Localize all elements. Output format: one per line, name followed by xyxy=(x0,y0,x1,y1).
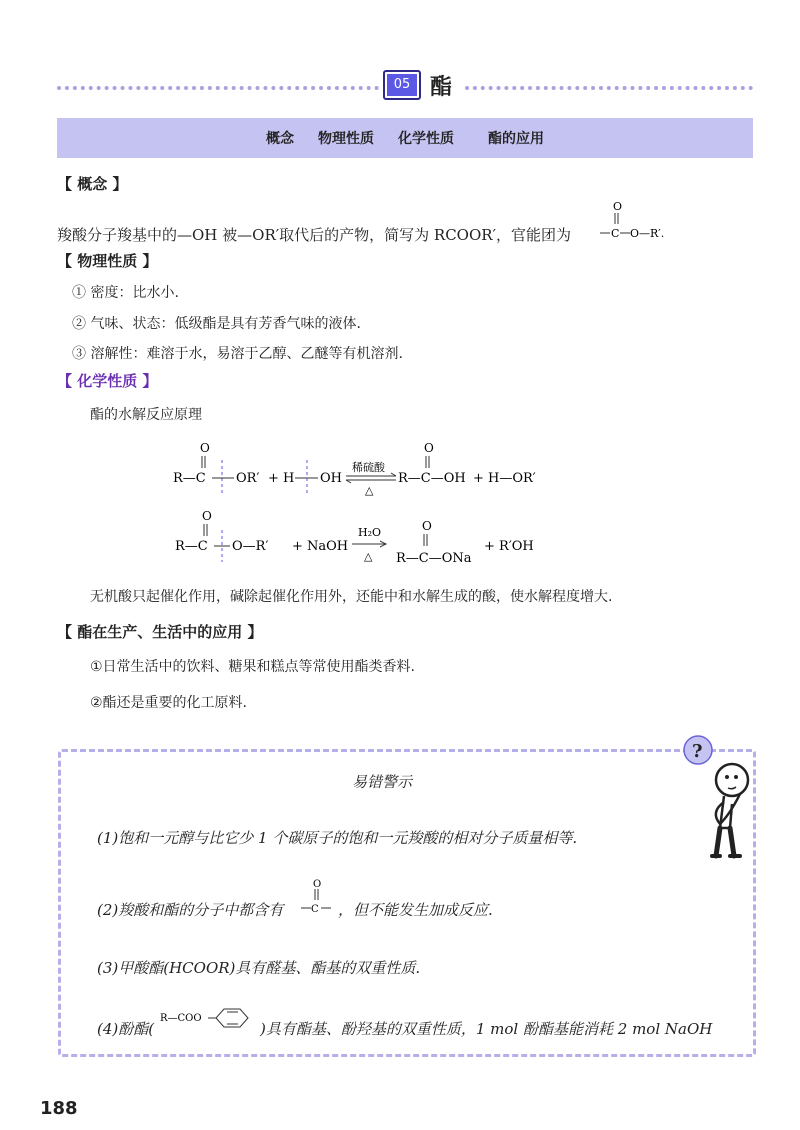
eq2-reactant-rc: R—C xyxy=(175,539,208,554)
carbonyl-o: O xyxy=(313,879,322,890)
eq2-naoh: + NaOH xyxy=(292,539,349,554)
concept-heading: 【 概念 】 xyxy=(57,175,128,193)
tab-physical-properties[interactable]: 物理性质 xyxy=(318,131,374,147)
mistake-item-3: (3)甲酸酯(HCOOR)具有醛基、酯基的双重性质. xyxy=(97,959,421,977)
phenyl-ester-structure xyxy=(158,1006,262,1040)
eq1-product-alcohol: + H—OR′ xyxy=(473,471,536,486)
physical-item-solubility: ③ 溶解性：难溶于水，易溶于乙醇、乙醚等有机溶剂. xyxy=(72,346,403,362)
application-item-2: ②酯还是重要的化工原料. xyxy=(90,695,248,711)
equation-acid-svg xyxy=(170,438,560,498)
eq1-condition-catalyst: 稀硫酸 xyxy=(352,461,385,474)
hydrolysis-equation-base xyxy=(172,506,562,568)
eq1-reactant-rc: R—C xyxy=(173,471,206,486)
eq1-condition-heat: △ xyxy=(365,484,374,497)
concept-text: 羧酸分子羧基中的—OH 被—OR′取代后的产物，简写为 RCOOR′，官能团为 xyxy=(57,226,571,244)
eq1-product-acid: R—C—OH xyxy=(398,471,466,486)
physical-item-odor: ② 气味、状态：低级酯是具有芳香气味的液体. xyxy=(72,316,361,332)
topic-nav-bar xyxy=(57,118,753,158)
mistake-item-2-prefix: (2)羧酸和酯的分子中都含有 xyxy=(97,901,284,919)
section-number: 05 xyxy=(387,74,417,96)
section-number-badge xyxy=(383,70,421,100)
eq1-plus-h: + H xyxy=(268,471,295,486)
tab-applications[interactable]: 酯的应用 xyxy=(488,131,544,147)
chemical-note: 无机酸只起催化作用，碱除起催化作用外，还能中和水解生成的酸，使水解程度增大. xyxy=(90,589,613,605)
chemical-heading: 【 化学性质 】 xyxy=(57,372,158,390)
eq1-reactant-o: O xyxy=(200,441,210,455)
eq2-product-o: O xyxy=(422,519,432,533)
section-title: 酯 xyxy=(430,75,453,100)
ester-group-rest: O—R′. xyxy=(630,227,665,240)
ester-functional-group xyxy=(598,198,682,246)
eq2-condition-water: H₂O xyxy=(358,526,382,539)
eq2-condition-heat: △ xyxy=(364,550,373,563)
phenyl-ester-svg xyxy=(158,1006,262,1040)
application-heading: 【 酯在生产、生活中的应用 】 xyxy=(57,623,263,641)
phenyl-ester-formula: R—COO xyxy=(160,1013,202,1024)
tab-chemical-properties[interactable]: 化学性质 xyxy=(398,131,454,147)
ester-group-c: C xyxy=(611,227,620,240)
chemical-subtitle: 酯的水解反应原理 xyxy=(90,407,202,423)
thinking-figure xyxy=(680,732,760,860)
thinking-figure-svg xyxy=(680,732,760,860)
eq1-reactant-or: OR′ xyxy=(236,471,260,486)
page-number: 188 xyxy=(40,1098,78,1119)
tab-concept[interactable]: 概念 xyxy=(266,131,294,147)
carbonyl-group-structure xyxy=(299,876,339,916)
eq2-reactant-or: O—R′ xyxy=(232,539,269,554)
question-mark-icon: ? xyxy=(692,741,703,762)
common-mistakes-title: 易错警示 xyxy=(352,773,413,791)
ester-group-structure xyxy=(598,198,682,246)
carbonyl-c: C xyxy=(311,904,319,915)
ester-group-o: O xyxy=(613,200,623,213)
hydrolysis-equation-acid xyxy=(170,438,560,498)
eq2-product-salt: R—C—ONa xyxy=(396,551,472,566)
mistake-item-1: (1)饱和一元醇与比它少 1 个碳原子的饱和一元羧酸的相对分子质量相等. xyxy=(97,829,578,847)
equation-base-svg xyxy=(172,506,562,568)
application-item-1: ①日常生活中的饮料、糖果和糕点等常使用酯类香料. xyxy=(90,659,415,675)
header-divider-left xyxy=(57,86,379,90)
eq2-product-alcohol: + R′OH xyxy=(484,539,534,554)
mistake-item-4-prefix: (4)酚酯( xyxy=(97,1020,155,1038)
physical-item-density: ① 密度：比水小. xyxy=(72,285,179,301)
eq1-product-o: O xyxy=(424,441,434,455)
header-divider-right xyxy=(465,86,753,90)
eq2-reactant-o: O xyxy=(202,509,212,523)
eq1-oh: OH xyxy=(320,471,342,486)
carbonyl-group xyxy=(299,876,339,916)
physical-heading: 【 物理性质 】 xyxy=(57,252,158,270)
mistake-item-4-suffix: )具有酯基、酚羟基的双重性质，1 mol 酚酯基能消耗 2 mol NaOH xyxy=(260,1020,713,1038)
mistake-item-2-suffix: ，但不能发生加成反应. xyxy=(338,901,493,919)
